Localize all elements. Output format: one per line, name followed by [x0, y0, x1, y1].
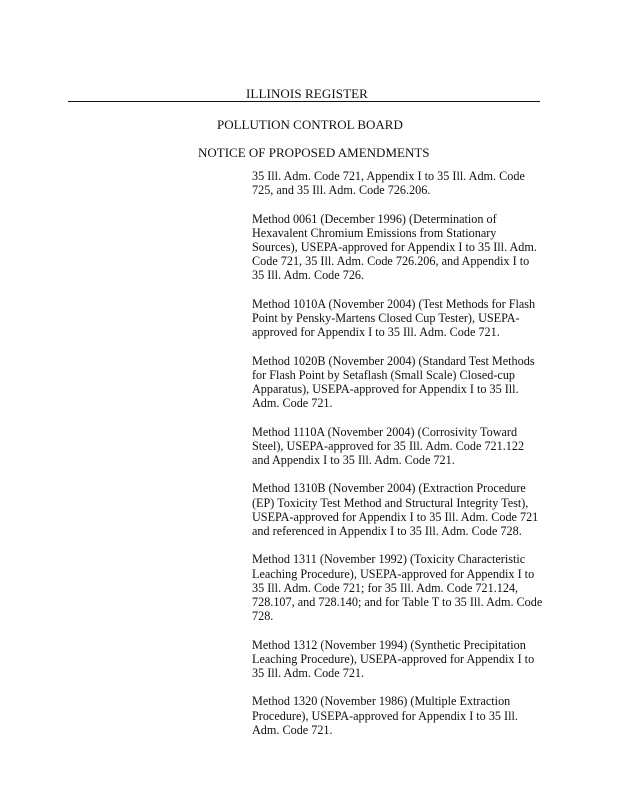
method-paragraph: Method 0061 (December 1996) (Determination of Hexavalent Chromium Emissions from Stationary Sources), USEPA-approved for Appendix I to 35 Ill. Adm. Code 721, 35 Ill. Adm. Code 726.206, and Appendix I to 35 Ill. Adm. Code 726. [252, 211, 537, 283]
board-name: POLLUTION CONTROL BOARD [217, 117, 403, 132]
method-paragraph: Method 1020B (November 2004) (Standard Test Methods for Flash Point by Setaflash (Small Scale) Closed-cup Apparatus), USEPA-approved for Appendix I to 35 Ill. Adm. Code 721. [252, 353, 535, 411]
register-title: ILLINOIS REGISTER [246, 86, 368, 101]
method-paragraph: Method 1310B (November 2004) (Extraction Procedure (EP) Toxicity Test Method and Structural Integrity Test), USEPA-approved for Appendix I to 35 Ill. Adm. Code 721 and referenced in Appendix I to 35 Ill. Adm. Code 728. [252, 481, 539, 538]
method-list [252, 169, 544, 751]
method-paragraph: Method 1320 (November 1986) (Multiple Extraction Procedure), USEPA-approved for Appendix I to 35 Ill. Adm. Code 721. [252, 694, 518, 737]
method-paragraph: Method 1010A (November 2004) (Test Methods for Flash Point by Pensky-Martens Closed Cup Tester), USEPA-approved for Appendix I to 35 Ill. Adm. Code 721. [252, 296, 536, 340]
header-rule [68, 101, 540, 102]
method-paragraph: Method 1311 (November 1992) (Toxicity Characteristic Leaching Procedure), USEPA-approved for Appendix I to 35 Ill. Adm. Code 721; for 35 Ill. Adm. Code 721.124, 728.107, and 728.140; and for Table T to 35 Ill. Adm. Code 728. [252, 552, 543, 624]
notice-heading: NOTICE OF PROPOSED AMENDMENTS [198, 145, 430, 160]
method-paragraph: 35 Ill. Adm. Code 721, Appendix I to 35 Ill. Adm. Code 725, and 35 Ill. Adm. Code 726.206. [252, 169, 525, 198]
method-paragraph: Method 1110A (November 2004) (Corrosivity Toward Steel), USEPA-approved for 35 Ill. Adm. Code 721.122 and Appendix I to 35 Ill. Adm. Code 721. [252, 424, 525, 467]
method-paragraph: Method 1312 (November 1994) (Synthetic Precipitation Leaching Procedure), USEPA-approved for Appendix I to 35 Ill. Adm. Code 721. [252, 637, 535, 680]
